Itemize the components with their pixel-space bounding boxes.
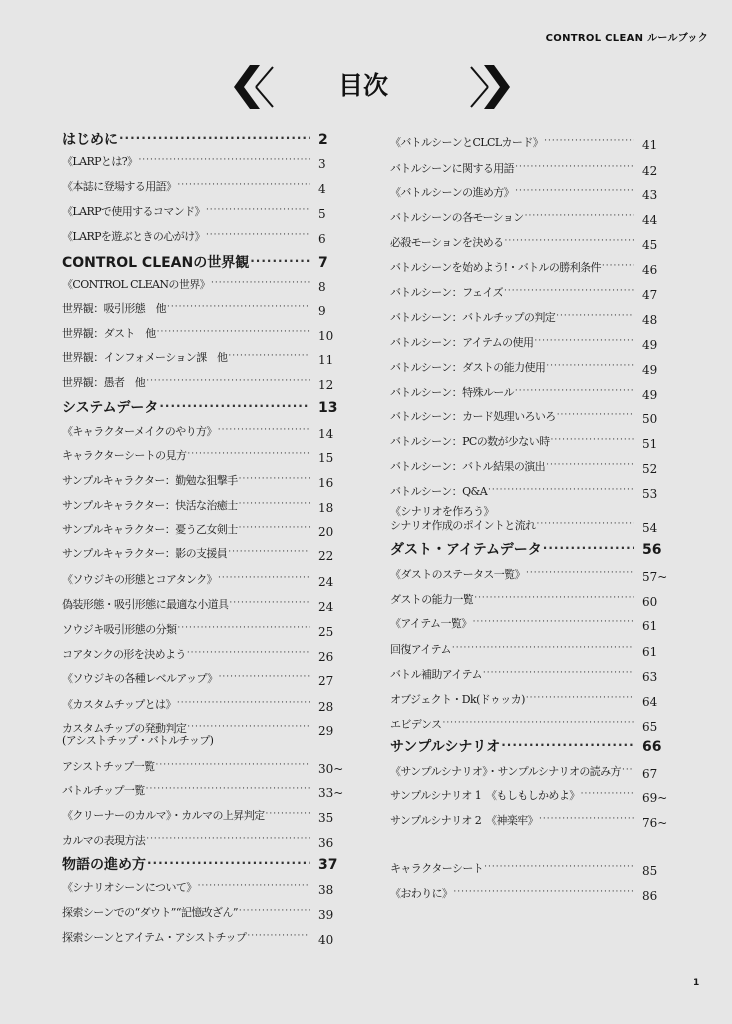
toc-page-number: 38 (318, 883, 334, 897)
toc-entry-title: ダスト・アイテムデータ (390, 542, 542, 558)
toc-page-number: 20 (318, 525, 334, 539)
toc-entry[interactable] (390, 310, 658, 327)
toc-entry[interactable] (390, 505, 658, 535)
dot-leader (515, 185, 634, 198)
dot-leader (484, 861, 634, 874)
toc-page-number: 49 (642, 338, 658, 352)
toc-section-heading[interactable] (390, 737, 662, 756)
toc-page-number: 29 (318, 724, 334, 738)
toc-entry-title: 《カスタムチップとは》 (62, 698, 176, 711)
toc-entry[interactable] (390, 409, 658, 426)
dot-leader (473, 616, 634, 629)
toc-entry[interactable] (390, 592, 658, 609)
toc-entry[interactable] (62, 154, 326, 171)
toc-entry-title: ソウジキ吸引形態の分類 (62, 623, 177, 636)
toc-entry[interactable] (390, 260, 658, 277)
toc-entry-title: カルマの表現方法 (62, 834, 146, 847)
toc-page-number: 44 (642, 213, 658, 227)
dot-leader (187, 448, 310, 461)
toc-entry[interactable] (390, 484, 658, 501)
dot-leader (537, 518, 635, 531)
toc-entry-title: サンプルシナリオ 1 《もしもしかめよ》 (390, 789, 580, 802)
toc-page-number: 86 (642, 889, 658, 903)
dot-leader (167, 301, 310, 314)
toc-entry-title: オブジェクト・Dk(ドゥッカ) (390, 693, 525, 706)
dot-leader (557, 409, 634, 422)
toc-entry[interactable] (390, 161, 658, 178)
toc-entry-title: 《CONTROL CLEANの世界》 (62, 278, 211, 291)
toc-page-number: 69~ (642, 791, 668, 805)
toc-entry-title: 《サンプルシナリオ》・サンプルシナリオの読み方 (390, 765, 621, 778)
toc-entry[interactable] (62, 375, 334, 392)
dot-leader (206, 229, 310, 242)
dot-leader (453, 886, 634, 899)
toc-page-number: 24 (318, 575, 334, 589)
dot-leader (119, 130, 310, 147)
toc-entry[interactable] (390, 459, 658, 476)
toc-section-heading[interactable] (390, 540, 662, 559)
toc-page-number: 48 (642, 313, 658, 327)
dot-leader (187, 721, 310, 734)
toc-entry-title: 《LARPを遊ぶときの心がけ》 (62, 230, 205, 243)
dot-leader (534, 335, 634, 348)
toc-entry[interactable] (62, 179, 326, 196)
toc-entry[interactable] (390, 235, 658, 252)
toc-entry-title: 《おわりに》 (390, 887, 453, 900)
toc-entry[interactable] (390, 434, 658, 451)
toc-entry-title: 《アイテム一覧》 (390, 617, 472, 630)
toc-entry-title: 探索シーンとアイテム・アシストチップ (62, 931, 247, 944)
dot-leader (515, 385, 634, 398)
toc-entry-title: バトルシーン：バトルチップの判定 (390, 311, 556, 324)
toc-entry-title: 《本誌に登場する用語》 (62, 180, 177, 193)
toc-page-number: 57~ (642, 570, 668, 584)
toc-entry-title: アシストチップ一覧 (62, 760, 155, 773)
toc-page-number: 24 (318, 600, 334, 614)
toc-entry-title: バトルシーン：ダストの能力使用 (390, 361, 546, 374)
toc-page-number: 45 (642, 238, 658, 252)
toc-entry[interactable] (390, 861, 658, 878)
toc-entry-line2 (390, 518, 658, 535)
dot-leader (138, 154, 310, 167)
toc-entry[interactable] (62, 229, 326, 246)
toc-entry[interactable] (390, 285, 658, 302)
dot-leader (602, 260, 634, 273)
toc-entry[interactable] (390, 642, 658, 659)
toc-entry-title: CONTROL CLEANの世界観 (62, 255, 250, 271)
toc-entry[interactable] (62, 424, 334, 441)
toc-entry-title: 必殺モーションを決める (390, 236, 504, 249)
toc-entry-title: 《バトルシーンの進め方》 (390, 186, 515, 199)
toc-entry-title: バトルチップ一覧 (62, 784, 145, 797)
dot-leader (546, 459, 634, 472)
toc-entry[interactable] (62, 783, 344, 800)
toc-page-number: 25 (318, 625, 334, 639)
toc-entry[interactable] (390, 667, 658, 684)
toc-page-number: 28 (318, 700, 334, 714)
toc-page-number: 47 (642, 288, 658, 302)
dot-leader (157, 326, 310, 339)
dot-leader (483, 667, 634, 680)
toc-entry[interactable] (390, 210, 658, 227)
dot-leader (452, 642, 634, 655)
toc-entry-title: サンプルシナリオ 2 《神楽牢》 (390, 814, 539, 827)
dot-leader (229, 597, 310, 610)
dot-leader (177, 697, 310, 710)
dot-leader (250, 253, 310, 270)
dot-leader (198, 880, 310, 893)
toc-section-heading[interactable] (62, 130, 328, 149)
toc-entry-title: バトルシーン：Q&A (390, 485, 488, 498)
dot-leader (239, 905, 310, 918)
toc-page-number: 15 (318, 451, 334, 465)
dot-leader (159, 398, 310, 415)
toc-entry-title: 偽装形態・吸引形態に最適な小道具 (62, 598, 229, 611)
toc-entry-title: 《シナリオシーンについて》 (62, 881, 197, 894)
toc-entry-title: カスタムチップの発動判定 (62, 722, 187, 735)
toc-page-number: 8 (318, 280, 326, 294)
toc-page-number: 14 (318, 427, 334, 441)
dot-leader (488, 484, 634, 497)
toc-entry-title: キャラクターシート (390, 862, 484, 875)
toc-entry[interactable] (62, 880, 334, 897)
dot-leader (501, 737, 634, 754)
dot-leader (218, 424, 310, 437)
dot-leader (219, 671, 310, 684)
toc-page-number: 22 (318, 549, 334, 563)
toc-page-number: 43 (642, 188, 658, 202)
toc-page-number: 50 (642, 412, 658, 426)
dot-leader (581, 788, 634, 801)
toc-entry-title: 《LARPで使用するコマンド》 (62, 205, 205, 218)
toc-page-number: 13 (318, 400, 338, 416)
toc-page-number: 36 (318, 836, 334, 850)
toc-entry[interactable] (62, 326, 334, 343)
toc-page-number: 39 (318, 908, 334, 922)
toc-entry-title: 《クリーナーのカルマ》・カルマの上昇判定 (62, 809, 265, 822)
toc-entry[interactable] (62, 350, 334, 367)
toc-entry-title: バトルシーン：PCの数が少ない時 (390, 435, 550, 448)
toc-page-number: 18 (318, 501, 334, 515)
toc-entry[interactable] (62, 473, 334, 490)
toc-entry[interactable] (390, 185, 658, 202)
dot-leader (474, 592, 634, 605)
toc-entry-title: サンプルキャラクター：影の支援員 (62, 547, 228, 560)
toc-entry-title: エビデンス (390, 718, 442, 731)
toc-page-number: 2 (318, 132, 328, 148)
dot-leader (546, 360, 634, 373)
dot-leader (206, 204, 310, 217)
toc-page-number: 63 (642, 670, 658, 684)
toc-entry-title-line2: シナリオ作成のポイントと流れ (390, 519, 536, 532)
toc-entry-title: バトルシーン：フェイズ (390, 286, 504, 299)
toc-entry-title: 世界観：吸引形態 他 (62, 302, 166, 315)
toc-page-number: 54 (642, 521, 658, 535)
toc-entry[interactable] (62, 597, 334, 614)
toc-page-number: 3 (318, 157, 326, 171)
toc-entry[interactable] (390, 335, 658, 352)
dot-leader (515, 161, 634, 174)
toc-entry[interactable] (62, 930, 334, 947)
dot-leader (266, 808, 311, 821)
toc-page-number: 12 (318, 378, 334, 392)
toc-page-number: 61 (642, 645, 658, 659)
toc-page-number: 35 (318, 811, 334, 825)
dot-leader (177, 179, 310, 192)
toc-entry[interactable] (390, 616, 658, 633)
toc-entry-title: キャラクターシートの見方 (62, 449, 187, 462)
toc-entry-title: サンプルシナリオ (390, 739, 501, 755)
dot-leader (551, 434, 634, 447)
toc-entry-title: システムデータ (62, 400, 159, 416)
dot-leader (247, 930, 310, 943)
toc-entry-title: バトルシーン：特殊ルール (390, 386, 514, 399)
toc-entry[interactable] (390, 788, 668, 805)
toc-entry[interactable] (62, 697, 334, 714)
dot-leader (526, 567, 634, 580)
toc-entry[interactable] (390, 385, 658, 402)
toc-entry-title: 世界観：愚者 他 (62, 376, 146, 389)
toc-entry[interactable] (62, 647, 334, 664)
toc-page-number: 40 (318, 933, 334, 947)
toc-entry[interactable] (390, 692, 658, 709)
toc-page-number: 46 (642, 263, 658, 277)
toc-entry-title-line2: (アシストチップ・バトルチップ) (62, 734, 214, 747)
toc-page-number: 10 (318, 329, 334, 343)
double-chevron-left-icon (232, 63, 278, 111)
toc-page-number: 42 (642, 164, 658, 178)
dot-leader (544, 135, 634, 148)
toc-entry[interactable] (390, 135, 658, 152)
toc-entry[interactable] (390, 813, 668, 830)
toc-entry-title: 世界観：インフォメーション課 他 (62, 351, 228, 364)
toc-section-heading[interactable] (62, 398, 338, 417)
toc-entry[interactable] (62, 546, 334, 563)
toc-page-number: 5 (318, 207, 326, 221)
toc-entry-title: バトルシーン：カード処理いろいろ (390, 410, 556, 423)
toc-entry[interactable] (390, 567, 668, 584)
toc-entry[interactable] (390, 360, 658, 377)
toc-entry-title: サンプルキャラクター：快活な治癒士 (62, 499, 238, 512)
dot-leader (539, 813, 634, 826)
dot-leader (525, 210, 634, 223)
toc-page-number: 76~ (642, 816, 668, 830)
dot-leader (526, 692, 634, 705)
toc-page-number: 33~ (318, 786, 344, 800)
dot-leader (239, 473, 310, 486)
dot-leader (442, 717, 634, 730)
dot-leader (187, 647, 310, 660)
toc-page-number: 49 (642, 388, 658, 402)
toc-entry[interactable] (62, 833, 334, 850)
toc-entry-title: 回復アイテム (390, 643, 451, 656)
toc-entry[interactable] (62, 522, 334, 539)
toc-entry[interactable] (62, 204, 326, 221)
toc-page-number: 64 (642, 695, 658, 709)
dot-leader (146, 833, 310, 846)
toc-page-number: 49 (642, 363, 658, 377)
toc-entry[interactable] (62, 671, 334, 688)
toc-entry-title: バトルシーンを始めよう!・バトルの勝利条件 (390, 261, 601, 274)
toc-entry-title: バトルシーンの各モーション (390, 211, 524, 224)
dot-leader (147, 855, 310, 872)
toc-entry[interactable] (62, 622, 334, 639)
dot-leader (218, 572, 310, 585)
toc-entry-title: 《シナリオを作ろう》 (390, 505, 494, 518)
toc-entry-title: 《LARPとは?》 (62, 155, 138, 168)
toc-page-number: 4 (318, 182, 326, 196)
toc-page-number: 56 (642, 542, 662, 558)
toc-entry[interactable] (390, 717, 658, 734)
dot-leader (211, 277, 310, 290)
toc-page-number: 6 (318, 232, 326, 246)
dot-leader (146, 375, 310, 388)
dot-leader (504, 285, 634, 298)
toc-entry[interactable] (62, 759, 344, 776)
toc-page-number: 85 (642, 864, 658, 878)
toc-entry[interactable] (62, 572, 334, 589)
toc-page-number: 27 (318, 674, 334, 688)
dot-leader (239, 498, 310, 511)
toc-entry[interactable] (62, 448, 334, 465)
running-header: CONTROL CLEAN ルールブック (545, 33, 708, 44)
toc-entry-title: 《キャラクターメイクのやり方》 (62, 425, 217, 438)
toc-page-number: 9 (318, 304, 326, 318)
toc-page-number: 26 (318, 650, 334, 664)
toc-page-number: 41 (642, 138, 658, 152)
toc-entry-title: バトルシーン：アイテムの使用 (390, 336, 534, 349)
toc-entry-title: はじめに (62, 132, 118, 148)
toc-entry-title: 《ソウジキの各種レベルアップ》 (62, 672, 218, 685)
toc-entry-title: 物語の進め方 (62, 857, 146, 873)
toc-entry[interactable] (62, 301, 326, 318)
dot-leader (228, 546, 310, 559)
toc-entry[interactable] (390, 886, 658, 903)
toc-entry[interactable] (62, 905, 334, 922)
toc-page-number: 16 (318, 476, 334, 490)
toc-entry-title: バトルシーンに関する用語 (390, 162, 515, 175)
toc-section-heading[interactable] (62, 253, 328, 272)
toc-entry-title: 《ソウジキの形態とコアタンク》 (62, 573, 218, 586)
toc-entry[interactable] (62, 808, 334, 825)
dot-leader (146, 783, 310, 796)
toc-entry-title: ダストの能力一覧 (390, 593, 474, 606)
dot-leader (505, 235, 634, 248)
toc-entry[interactable] (62, 277, 326, 294)
toc-page-number: 60 (642, 595, 658, 609)
toc-entry-title: バトル補助アイテム (390, 668, 482, 681)
toc-page-number: 66 (642, 739, 662, 755)
double-chevron-right-icon (466, 63, 512, 111)
toc-entry-title: バトルシーン：バトル結果の演出 (390, 460, 546, 473)
toc-page-number: 65 (642, 720, 658, 734)
page-title: 目次 (338, 71, 389, 100)
dot-leader (177, 622, 310, 635)
toc-page-number: 52 (642, 462, 658, 476)
toc-page-number: 37 (318, 857, 338, 873)
toc-page-number: 30~ (318, 762, 344, 776)
toc-page-number: 61 (642, 619, 658, 633)
toc-entry-title: 世界観：ダスト 他 (62, 327, 156, 340)
toc-entry-title: 《バトルシーンとCLCLカード》 (390, 136, 544, 149)
toc-entry[interactable] (390, 764, 658, 781)
toc-page-number: 53 (642, 487, 658, 501)
toc-page-number: 11 (318, 353, 334, 367)
toc-entry-title: サンプルキャラクター：憂う乙女剣士 (62, 523, 238, 536)
dot-leader (556, 310, 634, 323)
dot-leader (543, 540, 634, 557)
dot-leader (228, 350, 310, 363)
toc-entry-title: サンプルキャラクター：勤勉な狙撃手 (62, 474, 238, 487)
toc-page-number: 67 (642, 767, 658, 781)
dot-leader (156, 759, 311, 772)
page-number: 1 (693, 978, 700, 988)
toc-page-number: 51 (642, 437, 658, 451)
toc-entry-title: 探索シーンでの“ダウト”“記憶改ざん” (62, 906, 238, 919)
toc-section-heading[interactable] (62, 855, 338, 874)
dot-leader (239, 522, 310, 535)
toc-entry-title: 《ダストのステータス一覧》 (390, 568, 525, 581)
toc-entry-title: コアタンクの形を決めよう (62, 648, 186, 661)
toc-entry[interactable] (62, 721, 334, 747)
toc-entry[interactable] (62, 498, 334, 515)
dot-leader (622, 764, 634, 777)
toc-page-number: 7 (318, 255, 328, 271)
